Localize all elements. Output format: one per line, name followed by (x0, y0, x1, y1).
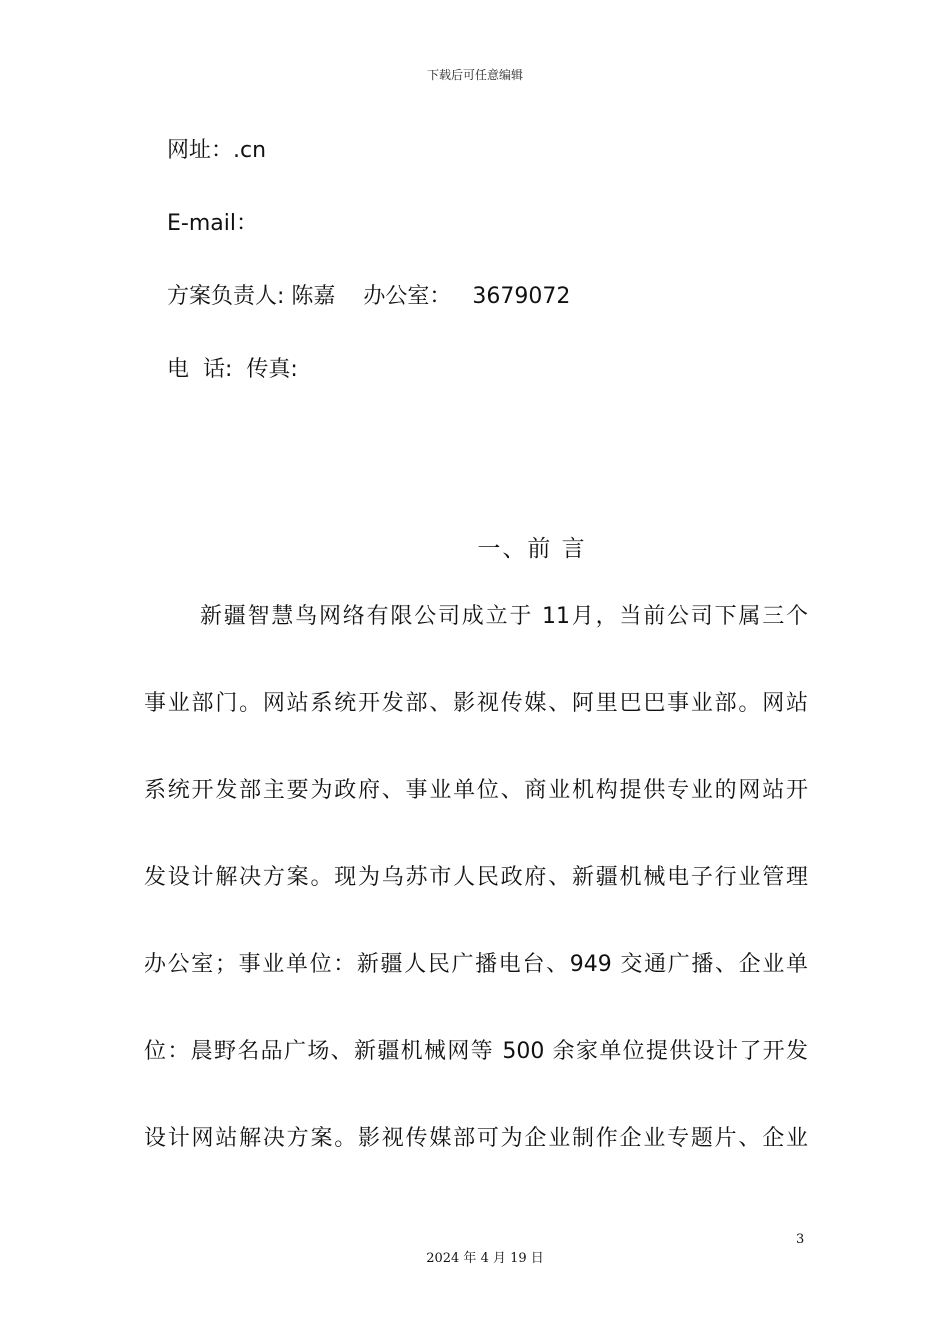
paragraph-line: 系统开发部主要为政府、事业单位、商业机构提供专业的网站开 (144, 778, 808, 803)
manager-office-line: 方案负责人: 陈嘉 办公室： 3679072 (167, 284, 571, 309)
header-note: 下载后可任意编辑 (426, 68, 523, 82)
website-line: 网址：.cn (167, 138, 267, 163)
body-paragraph (144, 593, 808, 1202)
phone-fax-line: 电 话: 传真: (167, 357, 298, 382)
paragraph-line: 设计网站解决方案。影视传媒部可为企业制作企业专题片、企业 (144, 1126, 808, 1151)
section-title: 一、前 言 (477, 536, 587, 562)
paragraph-line: 发设计解决方案。现为乌苏市人民政府、新疆机械电子行业管理 (144, 865, 808, 890)
footer-date: 2024 年 4 月 19 日 (426, 1251, 544, 1266)
paragraph-line: 事业部门。网站系统开发部、影视传媒、阿里巴巴事业部。网站 (144, 691, 808, 716)
paragraph-line: 办公室；事业单位：新疆人民广播电台、949 交通广播、企业单 (144, 952, 808, 977)
paragraph-line: 位：晨野名品广场、新疆机械网等 500 余家单位提供设计了开发 (144, 1039, 808, 1064)
email-line: E-mail： (167, 211, 258, 236)
page-number: 3 (796, 1232, 805, 1247)
paragraph-line: 新疆智慧鸟网络有限公司成立于 11月，当前公司下属三个 (200, 604, 808, 629)
